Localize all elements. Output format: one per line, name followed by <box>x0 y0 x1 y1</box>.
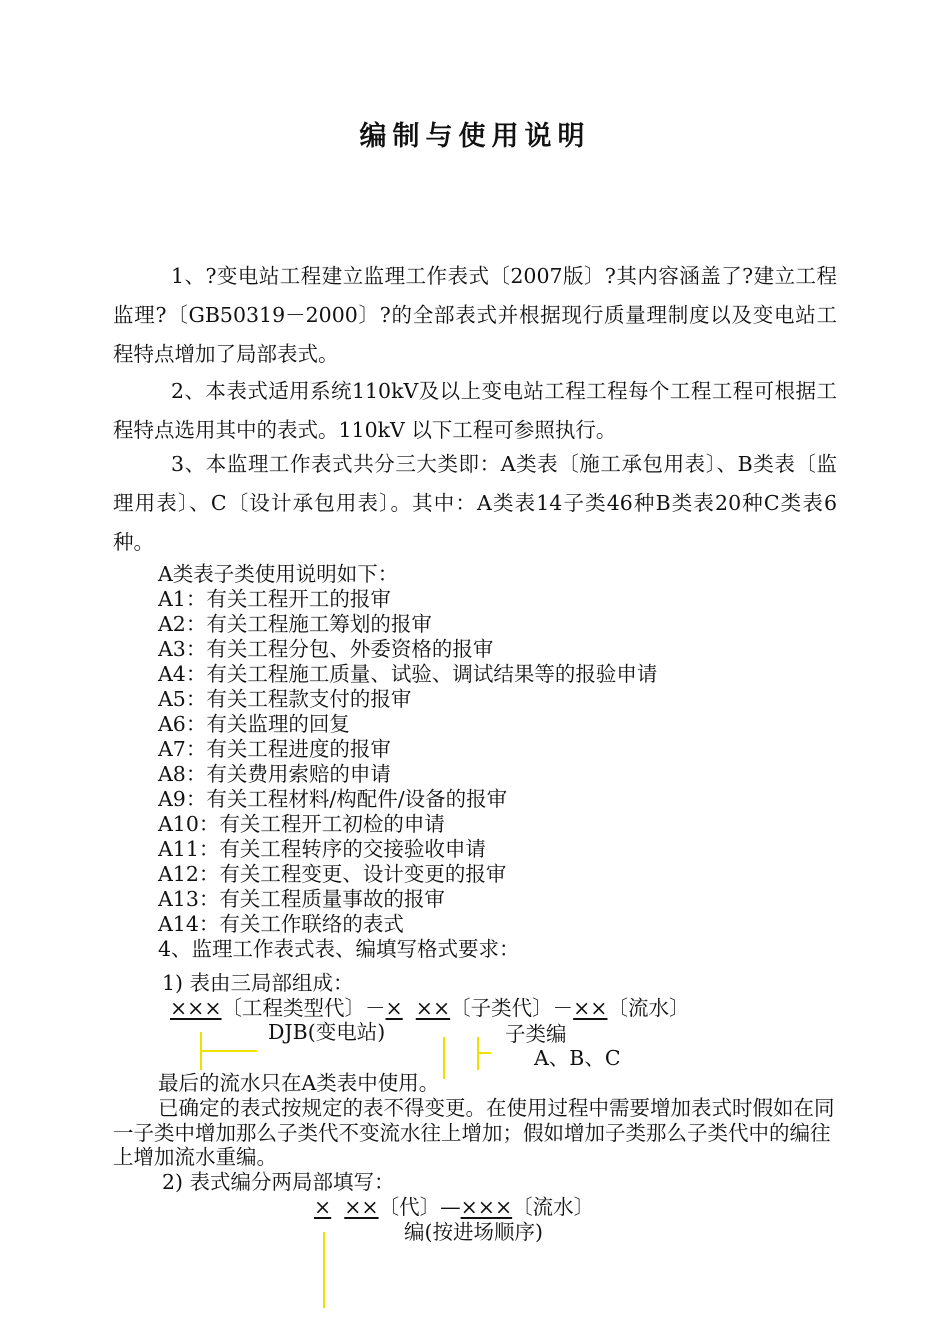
list-item: A9：有关工程材料/构配件/设备的报审 <box>158 787 508 811</box>
connector-line <box>323 1232 325 1308</box>
connector-line <box>443 1037 445 1079</box>
sub-item-2: 2) 表式编分两局部填写： <box>162 1170 395 1194</box>
paragraph-2: 2、本表式适用系统110kV及以上变电站工程工程每个工程工程可根据工程特点选用其中的表式。110kV 以下工程可参照执行。 <box>113 379 837 442</box>
abc-label: A、B、C <box>534 1046 621 1070</box>
connector-line <box>477 1052 491 1054</box>
format-line-1 <box>170 996 689 1020</box>
a-list-heading: A类表子类使用说明如下： <box>158 562 399 586</box>
page-title: 编制与使用说明 <box>359 121 591 152</box>
order-label: 编(按进场顺序) <box>404 1220 543 1244</box>
a-list <box>158 562 657 962</box>
code-label: 〔流水〕 <box>512 1195 595 1219</box>
code-placeholder: ×× <box>344 1195 379 1219</box>
code-label: 〔代〕— <box>378 1195 461 1219</box>
list-item: A2：有关工程施工筹划的报审 <box>158 612 432 636</box>
paragraph-3: 3、本监理工作表式共分三大类即：A类表〔施工承包用表〕、B类表〔监理用表〕、C〔设计承包用表〕。其中：A类表14子类46种B类表20种C类表6种。 <box>113 452 837 554</box>
code-label: 〔流水〕 <box>607 996 690 1020</box>
subcode-label: 子类编 <box>505 1022 567 1046</box>
code-placeholder: × <box>385 996 403 1020</box>
list-item: A13：有关工程质量事故的报审 <box>158 887 445 911</box>
code-placeholder: ×× <box>573 996 608 1020</box>
list-item: A1：有关工程开工的报审 <box>158 587 391 611</box>
list-item: A4：有关工程施工质量、试验、调试结果等的报验申请 <box>158 662 658 686</box>
paragraph-1: 1、?变电站工程建立监理工作表式〔2007版〕?其内容涵盖了?建立工程监理?〔GB50319－2000〕?的全部表式并根据现行质量理制度以及变电站工程特点增加了局部表式。 <box>113 264 837 366</box>
list-item: A7：有关工程进度的报审 <box>158 737 391 761</box>
list-item: A14：有关工作联络的表式 <box>158 912 404 936</box>
connector-line <box>200 1050 257 1052</box>
code-label: 〔子类代〕－ <box>450 996 574 1020</box>
code-placeholder: ××× <box>170 996 222 1020</box>
list-item: A12：有关工程变更、设计变更的报审 <box>158 862 507 886</box>
format-line-2 <box>314 1195 594 1219</box>
list-item: A3：有关工程分包、外委资格的报审 <box>158 637 494 661</box>
list-item: A5：有关工程款支付的报审 <box>158 687 412 711</box>
code-placeholder: ×× <box>415 996 451 1020</box>
list-item: A11：有关工程转序的交接验收申请 <box>158 837 486 861</box>
sub-item-1: 1) 表由三局部组成： <box>162 971 354 995</box>
note-1: 最后的流水只在A类表中使用。 <box>158 1071 440 1095</box>
list-item: A10：有关工程开工初检的申请 <box>158 812 445 836</box>
code-placeholder: × <box>314 1195 332 1219</box>
code-label: 〔工程类型代〕－ <box>221 996 386 1020</box>
list-item: A8：有关费用索赔的申请 <box>158 762 391 786</box>
section-4-heading: 4、监理工作表式表、编填写格式要求： <box>158 937 520 961</box>
code-placeholder: ××× <box>460 1195 513 1219</box>
note-2: 已确定的表式按规定的表不得变更。在使用过程中需要增加表式时假如在同一子类中增加那么子类代不变流水往上增加；假如增加子类那么子类代中的编往上增加流水重编。 <box>113 1096 835 1169</box>
list-item: A6：有关监理的回复 <box>158 712 350 736</box>
djb-label: DJB(变电站) <box>268 1020 386 1044</box>
